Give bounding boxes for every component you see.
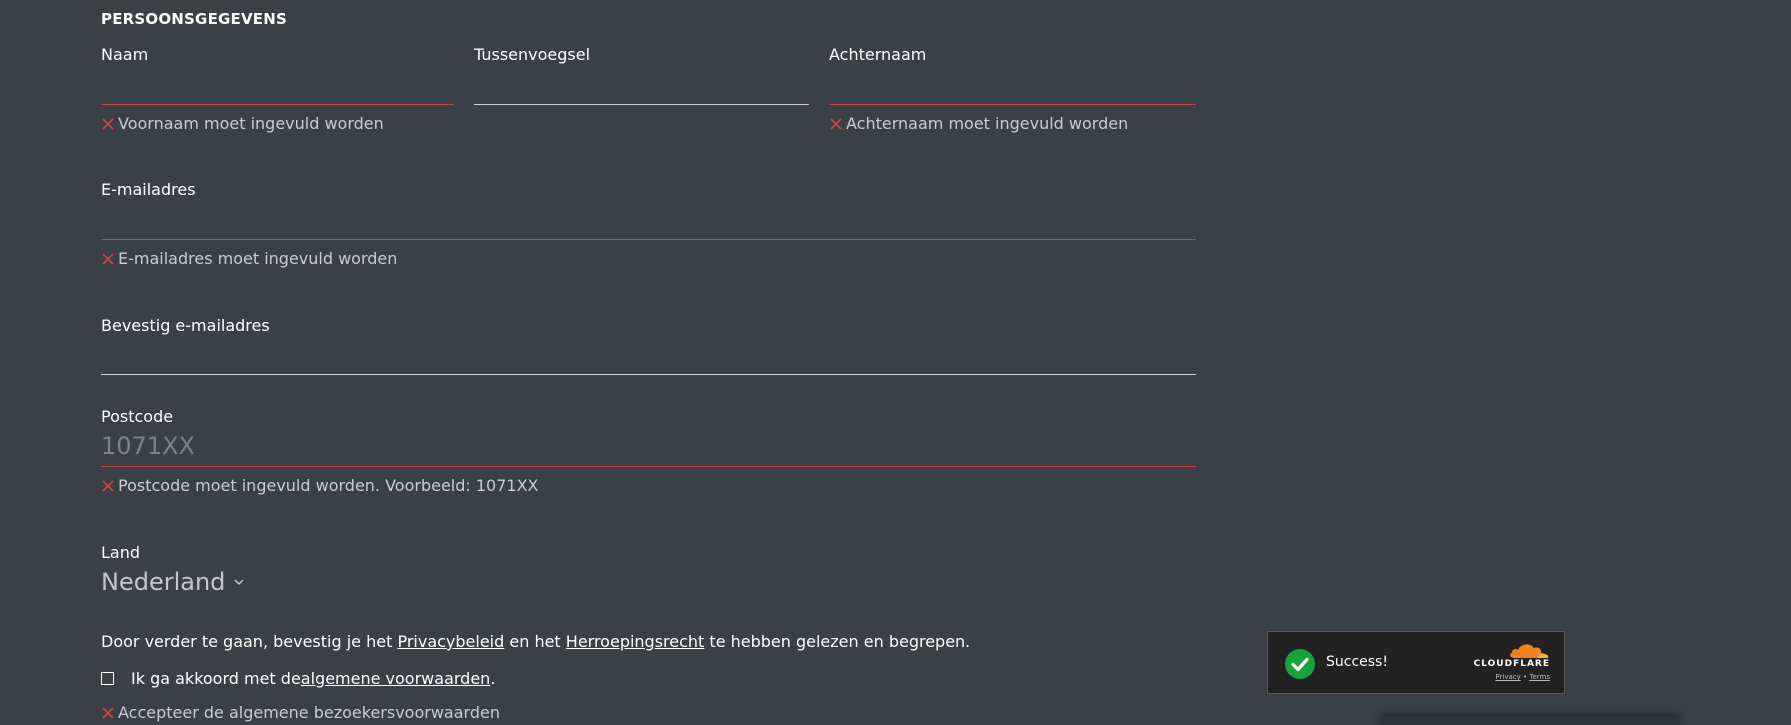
terms-error-text: Accepteer de algemene bezoekersvoorwaarden: [118, 703, 500, 722]
bottom-panel-edge: [1380, 716, 1680, 725]
consent-text: [101, 632, 970, 651]
postcode-error-text: Postcode moet ingevuld worden. Voorbeeld: 1071XX: [118, 476, 539, 495]
email-error: [101, 249, 397, 268]
close-x-icon: [101, 706, 115, 720]
email-input-underline[interactable]: [101, 239, 1196, 240]
email-confirm-input-underline[interactable]: [101, 374, 1196, 375]
naam-field[interactable]: [101, 45, 454, 105]
email-error-text: E-mailadres moet ingevuld worden: [118, 249, 398, 268]
tussenvoegsel-input-underline[interactable]: [474, 104, 809, 105]
section-title: PERSOONSGEGEVENS: [101, 10, 287, 28]
consent-suffix: te hebben gelezen en begrepen.: [704, 632, 971, 651]
achternaam-field[interactable]: [829, 45, 1196, 105]
achternaam-error-text: Achternaam moet ingevuld worden: [846, 114, 1129, 133]
herroepingsrecht-link[interactable]: Herroepingsrecht: [565, 632, 705, 651]
terms-link[interactable]: algemene voorwaarden: [300, 669, 491, 688]
terms-checkbox[interactable]: [101, 672, 114, 685]
land-select[interactable]: [101, 568, 245, 596]
tussenvoegsel-field[interactable]: [474, 45, 809, 105]
email-confirm-field[interactable]: [101, 316, 1196, 376]
naam-error-text: Voornaam moet ingevuld worden: [118, 114, 384, 133]
land-selected-value: Nederland: [101, 568, 226, 596]
captcha-terms-link[interactable]: Terms: [1529, 673, 1550, 681]
naam-input-underline[interactable]: [101, 104, 454, 105]
naam-label: Naam: [101, 45, 149, 64]
cloudflare-captcha-widget[interactable]: [1267, 631, 1565, 694]
chevron-down-icon: [233, 576, 245, 588]
agree-suffix: .: [490, 669, 496, 688]
achternaam-input-underline[interactable]: [829, 104, 1196, 105]
postcode-field[interactable]: [101, 407, 1196, 467]
land-label: Land: [101, 543, 141, 562]
consent-middle: en het: [504, 632, 566, 651]
postcode-label: Postcode: [101, 407, 174, 426]
cloudflare-cloud-icon: [1508, 642, 1550, 659]
captcha-links: [1495, 673, 1550, 681]
captcha-status: Success!: [1326, 654, 1388, 670]
tussenvoegsel-label: Tussenvoegsel: [474, 45, 591, 64]
agree-prefix: Ik ga akkoord met de: [131, 669, 301, 688]
cloudflare-brand: CLOUDFLARE: [1473, 659, 1550, 669]
email-confirm-label: Bevestig e-mailadres: [101, 316, 270, 335]
terms-error: [101, 703, 500, 722]
captcha-privacy-link[interactable]: Privacy: [1495, 673, 1521, 681]
achternaam-error: [829, 114, 1128, 133]
privacy-link[interactable]: Privacybeleid: [397, 632, 505, 651]
captcha-separator: •: [1523, 673, 1528, 681]
postcode-input-underline[interactable]: [101, 466, 1196, 467]
land-field[interactable]: [101, 543, 401, 599]
achternaam-label: Achternaam: [829, 45, 927, 64]
close-x-icon: [101, 479, 115, 493]
check-circle-icon: [1285, 649, 1315, 679]
email-label: E-mailadres: [101, 180, 196, 199]
close-x-icon: [101, 252, 115, 266]
naam-error: [101, 114, 384, 133]
consent-prefix: Door verder te gaan, bevestig je het: [101, 632, 398, 651]
close-x-icon: [101, 117, 115, 131]
terms-agreement: [101, 669, 495, 688]
postcode-placeholder[interactable]: 1071XX: [101, 432, 195, 460]
close-x-icon: [829, 117, 843, 131]
postcode-error: [101, 476, 539, 495]
email-field[interactable]: [101, 180, 1196, 240]
